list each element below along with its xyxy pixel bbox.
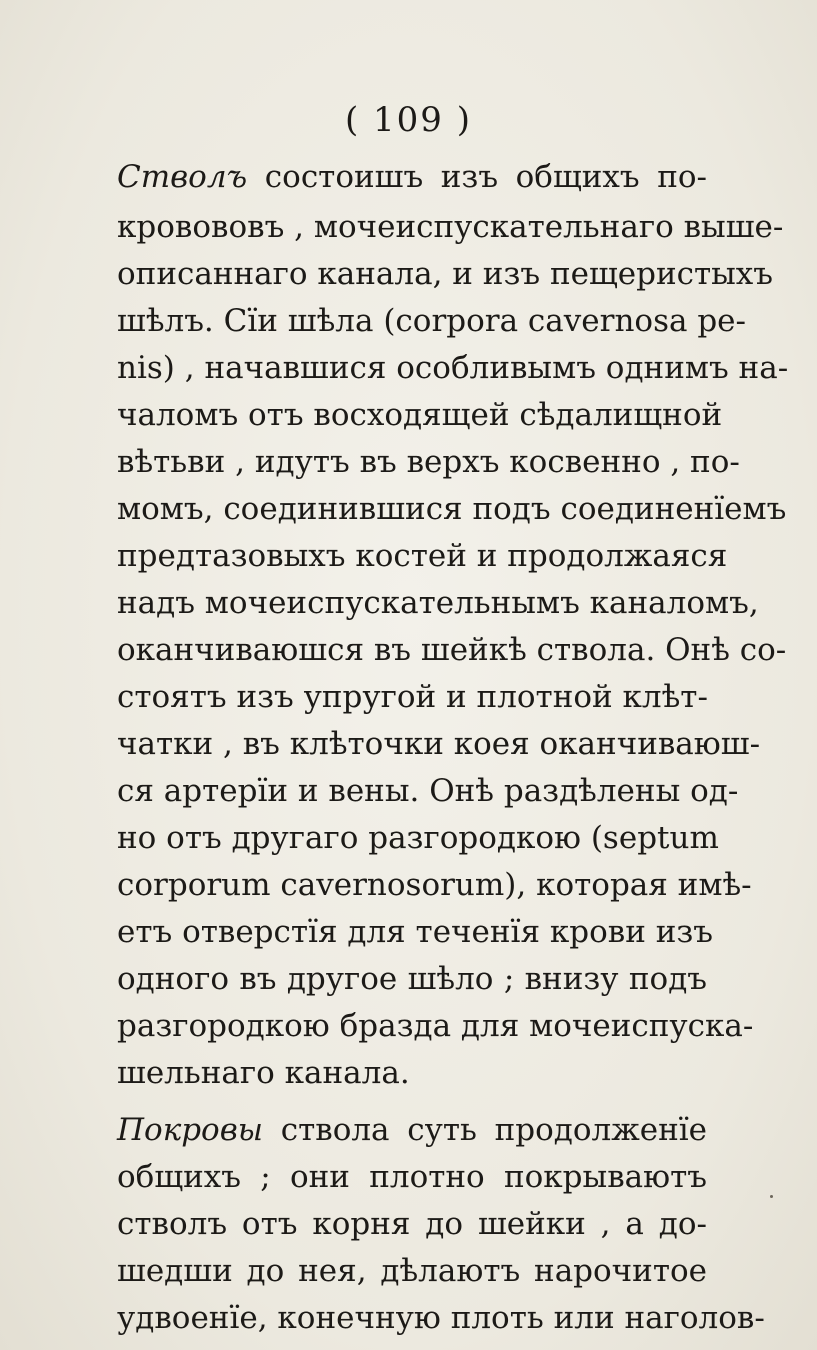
text-line: corporum cavernosorum), которая имѣ- bbox=[117, 867, 752, 903]
paper-speck bbox=[770, 1195, 773, 1198]
page-number: ( 109 ) bbox=[344, 100, 473, 140]
text-line: етъ отверстїя для теченїя крови изъ bbox=[117, 914, 714, 950]
text-line: удвоенїе, конечную плоть или наголов- bbox=[117, 1300, 765, 1336]
text-line: nis) , начавшися особливымъ однимъ на- bbox=[117, 350, 789, 386]
text-line: шѣлъ. Сїи шѣла (corpora cavernosa pe- bbox=[117, 303, 746, 339]
text-line: Стволъ состоишъ изъ общихъ по- bbox=[117, 159, 707, 195]
text-line: оканчиваюшся въ шейкѣ ствола. Онѣ со- bbox=[117, 632, 787, 668]
text-line: надъ мочеиспускательнымъ каналомъ, bbox=[117, 585, 759, 621]
text-line: предтазовыхъ костей и продолжаяся bbox=[117, 538, 728, 574]
text-line: стоятъ изъ упругой и плотной клѣт- bbox=[117, 679, 708, 715]
text-line: вѣтьви , идутъ въ верхъ косвенно , по- bbox=[117, 444, 740, 480]
lead-word: Стволъ bbox=[117, 159, 248, 195]
text-line: разгородкою бразда для мочеиспуска- bbox=[117, 1008, 754, 1044]
text-line: одного въ другое шѣло ; внизу подъ bbox=[117, 961, 707, 997]
text-line: стволъ отъ корня до шейки , а до- bbox=[117, 1206, 707, 1242]
text-line: чатки , въ клѣточки коея оканчиваюш- bbox=[117, 726, 761, 762]
text-line: Покровы ствола суть продолженїе bbox=[117, 1112, 707, 1148]
text-line: момъ, соединившися подъ соединенїемъ bbox=[117, 491, 787, 527]
text-line: шельнаго канала. bbox=[117, 1055, 410, 1091]
text-line: шедши до нея, дѣлаютъ нарочитое bbox=[117, 1253, 707, 1289]
text-line: кровововъ , мочеиспускательнаго выше- bbox=[117, 209, 784, 245]
text-line: ся артерїи и вены. Онѣ раздѣлены од- bbox=[117, 773, 739, 809]
text-line: описаннаго канала, и изъ пещеристыхъ bbox=[117, 256, 774, 292]
text-line: чаломъ отъ восходящей сѣдалищной bbox=[117, 397, 723, 433]
lead-word: Покровы bbox=[117, 1112, 264, 1148]
text-line: общихъ ; они плотно покрываютъ bbox=[117, 1159, 707, 1195]
text-line: но отъ другаго разгородкою (septum bbox=[117, 820, 719, 856]
